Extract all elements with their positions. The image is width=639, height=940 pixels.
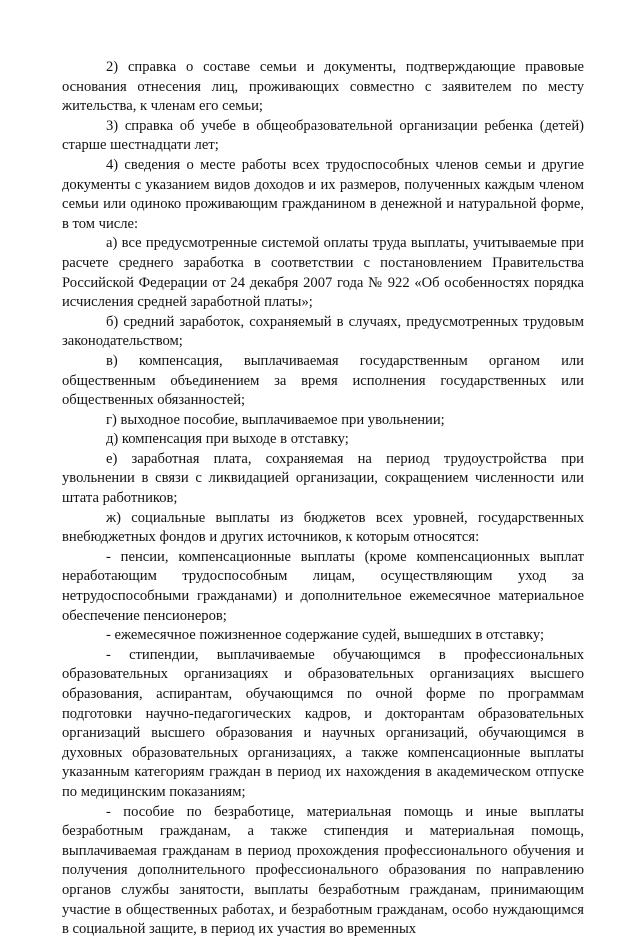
paragraph-dash-pensions: - пенсии, компенсационные выплаты (кроме компенсационных выплат неработающим трудоспособным лицам, осуществляющим уход за нетрудоспособными гражданами) и дополнительное ежемесячное материальное обеспечение пенсионеров; [62,548,584,624]
paragraph-dash-judges: - ежемесячное пожизненное содержание судей, вышедших в отставку; [106,627,545,644]
paragraph-item-2-family-certificate: 2) справка о составе семьи и документы, подтверждающие правовые основания отнесения лиц, проживающих совместно с заявителем по месту жительства, к членам его семьи; [62,59,584,115]
paragraph-subitem-g: г) выходное пособие, выплачиваемое при увольнении; [106,411,445,428]
paragraph-subitem-d: д) компенсация при выходе в отставку; [106,431,349,448]
paragraph-item-4-employment-info: 4) сведения о месте работы всех трудоспособных членов семьи и другие документы с указанием видов доходов и их размеров, полученных каждым членом семьи или одиноко проживающим гражданином в денежной и натуральной форме, в том числе: [62,156,584,232]
paragraph-dash-stipends: - стипендии, выплачиваемые обучающимся в профессиональных образовательных организациях и образовательных организациях высшего образования, аспирантам, обучающимся по очной форме по программам подготовки научно-педагогических кадров, и докторантам образовательных организаций высшего образования и научных организаций, обучающимся в духовных образовательных организациях, а также компенсационные выплаты указанным категориям граждан в период их нахождения в академическом отпуске по медицинским показаниям; [62,646,584,800]
paragraph-subitem-b: б) средний заработок, сохраняемый в случаях, предусмотренных трудовым законодательством; [62,313,584,350]
paragraph-dash-unemployment: - пособие по безработице, материальная помощь и иные выплаты безработным гражданам, а также стипендия и материальная помощь, выплачиваемая гражданам в период прохождения профессионального обучения и получения дополнительного профессионального образования по направлению органов службы занятости, выплаты безработным гражданам, принимающим участие в общественных работах, и безработным гражданам, особо нуждающимся в социальной защите, в период их участия во временных [62,803,584,938]
paragraph-subitem-a: а) все предусмотренные системой оплаты труда выплаты, учитываемые при расчете среднего заработка в соответствии с постановлением Правительства Российской Федерации от 24 декабря 2007 года № 922 «Об особенностях порядка исчисления средней заработной платы»; [62,235,584,311]
paragraph-subitem-v: в) компенсация, выплачиваемая государственным органом или общественным объединением за время исполнения государственных или общественных обязанностей; [62,352,584,409]
paragraph-item-3-school-certificate: 3) справка об учебе в общеобразовательной организации ребенка (детей) старше шестнадцати лет; [62,117,584,154]
paragraph-subitem-zh: ж) социальные выплаты из бюджетов всех уровней, государственных внебюджетных фондов и других источников, к которым относятся: [62,509,584,546]
document-page [62,58,584,940]
paragraph-subitem-e: е) заработная плата, сохраняемая на период трудоустройства при увольнении в связи с ликвидацией организации, сокращением численности или штата работников; [62,450,584,507]
